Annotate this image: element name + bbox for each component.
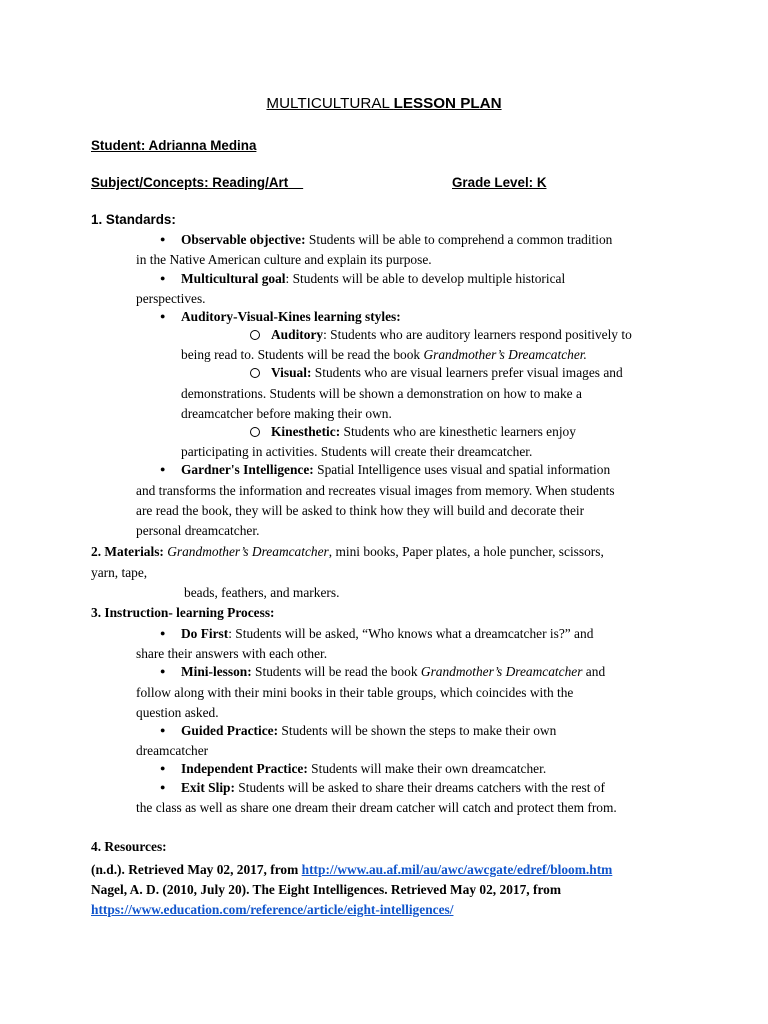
bullet-icon: ● — [160, 666, 166, 676]
auditory-label: Auditory — [271, 327, 324, 342]
guided-practice-line1 — [181, 722, 556, 739]
mini-lesson-line1 — [181, 663, 605, 680]
auditory-line2 — [181, 346, 587, 363]
exit-slip-text: Students will be asked to share their dreams catchers with the rest of — [234, 780, 605, 795]
do-first-line2: share their answers with each other. — [136, 646, 328, 661]
multicultural-goal-label: Multicultural goal — [181, 271, 286, 286]
kinesthetic-line2: participating in activities. Students will create their dreamcatcher. — [181, 444, 533, 459]
gardner-line3: are read the book, they will be asked to think how they will build and decorate their — [136, 503, 585, 518]
do-first-label: Do First — [181, 626, 229, 641]
mini-lesson-book-title: Grandmother’s Dreamcatcher — [420, 664, 583, 679]
gardner-text: Spatial Intelligence uses visual and spatial information — [313, 462, 611, 477]
hollow-circle-icon — [250, 368, 260, 378]
reference-1-link[interactable]: http://www.au.af.mil/au/awc/awcgate/edref/bloom.htm — [301, 862, 613, 877]
standards-heading: 1. Standards: — [91, 212, 176, 227]
materials-heading: 2. Materials: — [91, 544, 168, 559]
visual-text: Students who are visual learners prefer visual images and — [311, 365, 623, 380]
guided-practice-line2: dreamcatcher — [136, 743, 209, 758]
visual-line1 — [271, 364, 623, 381]
resources-heading: 4. Resources: — [91, 839, 167, 854]
auditory-line1 — [271, 326, 632, 343]
reference-1-text: (n.d.). Retrieved May 02, 2017, from — [91, 862, 302, 877]
bullet-icon: ● — [160, 311, 166, 321]
title-part-1: MULTICULTURAL — [266, 95, 394, 112]
guided-practice-label: Guided Practice: — [181, 723, 279, 738]
exit-slip-label: Exit Slip: — [181, 780, 235, 795]
gardner-label: Gardner's Intelligence: — [181, 462, 314, 477]
reference-1 — [91, 861, 612, 878]
reference-2-link[interactable]: https://www.education.com/reference/article/eight-intelligences/ — [91, 902, 454, 917]
materials-line1 — [91, 543, 604, 560]
bullet-icon: ● — [160, 234, 166, 244]
reference-2: Nagel, A. D. (2010, July 20). The Eight Intelligences. Retrieved May 02, 2017, from — [91, 882, 561, 897]
observable-objective-text: Students will be able to comprehend a common tradition — [305, 232, 613, 247]
gardner-line1 — [181, 461, 610, 478]
observable-objective-line2: in the Native American culture and explain its purpose. — [136, 252, 432, 267]
student-name: Student: Adrianna Medina — [91, 138, 257, 153]
book-title: Grandmother’s Dreamcatcher. — [423, 347, 587, 362]
bullet-icon: ● — [160, 464, 166, 474]
materials-text: , mini books, Paper plates, a hole puncher, scissors, — [328, 544, 604, 559]
hollow-circle-icon — [250, 330, 260, 340]
kinesthetic-text: Students who are kinesthetic learners enjoy — [340, 424, 576, 439]
materials-line3: beads, feathers, and markers. — [184, 585, 340, 600]
bullet-icon: ● — [160, 763, 166, 773]
bullet-icon: ● — [160, 725, 166, 735]
grade-level-text: Grade Level: K — [452, 175, 547, 190]
exit-slip-line2: the class as well as share one dream their dream catcher will catch and protect them from. — [136, 800, 617, 815]
page-title — [0, 94, 768, 114]
do-first-text: : Students will be asked, “Who knows what a dreamcatcher is?” and — [228, 626, 594, 641]
observable-objective-label: Observable objective: — [181, 232, 306, 247]
independent-practice-line1 — [181, 760, 546, 777]
multicultural-goal-line1 — [181, 270, 565, 287]
do-first-line1 — [181, 625, 593, 642]
independent-practice-label: Independent Practice: — [181, 761, 308, 776]
bullet-icon: ● — [160, 273, 166, 283]
materials-book-title: Grandmother’s Dreamcatcher — [167, 544, 329, 559]
gardner-line4: personal dreamcatcher. — [136, 523, 260, 538]
independent-practice-text: Students will make their own dreamcatcher. — [307, 761, 547, 776]
mini-lesson-label: Mini-lesson: — [181, 664, 252, 679]
subject-concepts: Subject/Concepts: Reading/Art__ — [91, 175, 304, 190]
materials-line2: yarn, tape, — [91, 565, 148, 580]
bullet-icon: ● — [160, 782, 166, 792]
mini-lesson-line3: question asked. — [136, 705, 219, 720]
learning-styles-label: Auditory-Visual-Kines learning styles: — [181, 309, 401, 324]
multicultural-goal-line2: perspectives. — [136, 291, 206, 306]
kinesthetic-label: Kinesthetic: — [271, 424, 341, 439]
instruction-heading: 3. Instruction- learning Process: — [91, 605, 275, 620]
visual-line2: demonstrations. Students will be shown a demonstration on how to make a — [181, 386, 582, 401]
mini-lesson-text: Students will be read the book — [251, 664, 421, 679]
observable-objective-line1 — [181, 231, 612, 248]
gardner-line2: and transforms the information and recreates visual images from memory. When students — [136, 483, 615, 498]
kinesthetic-line1 — [271, 423, 576, 440]
auditory-text: : Students who are auditory learners respond positively to — [323, 327, 632, 342]
mini-lesson-text-end: and — [582, 664, 606, 679]
title-part-2: LESSON PLAN — [393, 95, 502, 112]
visual-label: Visual: — [271, 365, 312, 380]
guided-practice-text: Students will be shown the steps to make their own — [278, 723, 557, 738]
grade-level — [452, 174, 625, 191]
auditory-line2-text: being read to. Students will be read the book — [181, 347, 424, 362]
exit-slip-line1 — [181, 779, 605, 796]
reference-2-link-line — [91, 901, 453, 918]
bullet-icon: ● — [160, 628, 166, 638]
visual-line3: dreamcatcher before making their own. — [181, 406, 392, 421]
mini-lesson-line2: follow along with their mini books in their table groups, which coincides with the — [136, 685, 574, 700]
hollow-circle-icon — [250, 427, 260, 437]
multicultural-goal-text: : Students will be able to develop multiple historical — [285, 271, 566, 286]
